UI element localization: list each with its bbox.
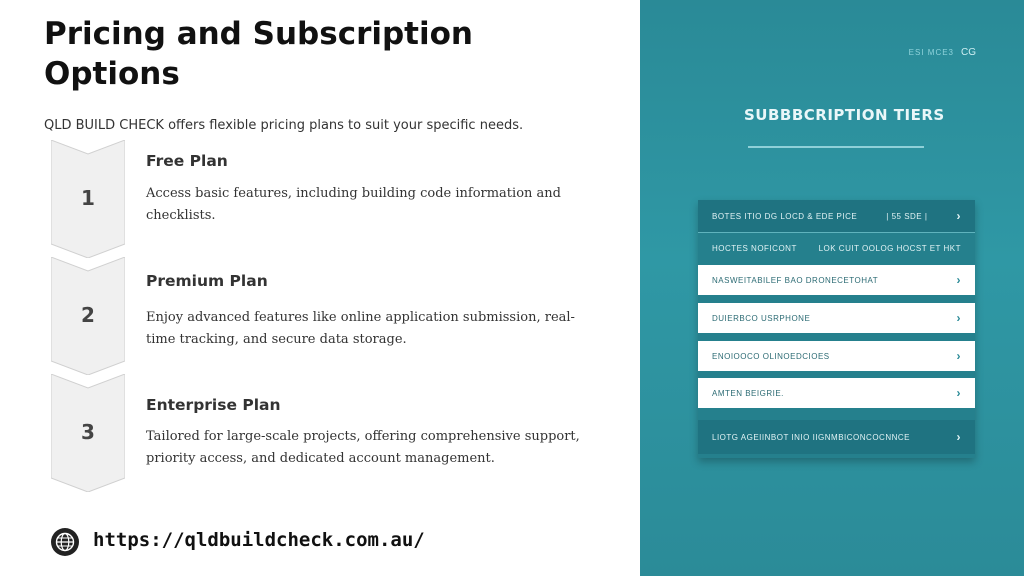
step-number-2: 2 <box>81 303 95 327</box>
plan-title-free: Free Plan <box>146 152 228 170</box>
globe-icon <box>51 528 79 556</box>
plan-description-free: Access basic features, including building code information and checklists. <box>146 186 561 223</box>
tiers-header-middle: | 55 SDE | <box>886 211 928 221</box>
tiers-sub-right: LOK CUIT OOLOG HOCST ET HKT <box>818 243 961 253</box>
image-top-tag: ESI MCE3 <box>908 48 954 57</box>
step-chevron-1 <box>51 140 125 258</box>
tier-item-label: NASWEITABILEF BAO DRONECETOHAT <box>712 275 879 285</box>
tiers-card <box>698 200 975 458</box>
tiers-header-row <box>698 200 975 232</box>
page-subtitle: QLD BUILD CHECK offers flexible pricing plans to suit your specific needs. <box>44 118 524 133</box>
tiers-title: SUBBBCRIPTION TIERS <box>744 106 945 124</box>
image-top-tag-2: CG <box>961 47 976 58</box>
tier-item[interactable] <box>698 378 975 408</box>
step-chevron-3 <box>51 374 125 492</box>
tier-item-label: ENOIOOCO OLINOEDCIOES <box>712 351 830 361</box>
tiers-sub-row <box>698 233 975 263</box>
chevron-right-icon: › <box>956 386 961 400</box>
chevron-right-icon: › <box>956 209 961 223</box>
plan-title-premium: Premium Plan <box>146 272 268 290</box>
step-chevron-2 <box>51 257 125 375</box>
tiers-bottom-label: LIOTG AGEIINBOT INIO IIGNMBICONCOCNNCE <box>712 432 910 442</box>
tier-item[interactable] <box>698 341 975 371</box>
tiers-header-left: BOTES ITIO DG LOCD & EDE PICE <box>712 211 858 221</box>
chevron-right-icon: › <box>956 430 961 444</box>
tiers-bottom-row[interactable] <box>698 420 975 454</box>
chevron-right-icon: › <box>956 311 961 325</box>
tier-item[interactable] <box>698 303 975 333</box>
page-title: Pricing and Subscription Options <box>44 16 473 92</box>
tier-item-label: DUIERBCO USRPHONE <box>712 313 811 323</box>
chevron-right-icon: › <box>956 273 961 287</box>
tier-item-label: AMTEN BEIGRIE. <box>712 388 784 398</box>
tier-item[interactable] <box>698 265 975 295</box>
tiers-sub-left: HOCTES NOFICONT <box>712 243 797 253</box>
step-number-1: 1 <box>81 186 95 210</box>
plan-title-enterprise: Enterprise Plan <box>146 396 281 414</box>
step-number-3: 3 <box>81 420 95 444</box>
subscription-image-panel <box>640 0 1024 576</box>
plan-description-enterprise: Tailored for large-scale projects, offering comprehensive support, priority access, and dedicated account management. <box>146 429 580 466</box>
chevron-right-icon: › <box>956 349 961 363</box>
plan-description-premium: Enjoy advanced features like online application submission, real-time tracking, and secure data storage. <box>146 310 575 347</box>
tiers-divider <box>748 146 924 148</box>
website-link[interactable]: https://qldbuildcheck.com.au/ <box>93 529 425 551</box>
